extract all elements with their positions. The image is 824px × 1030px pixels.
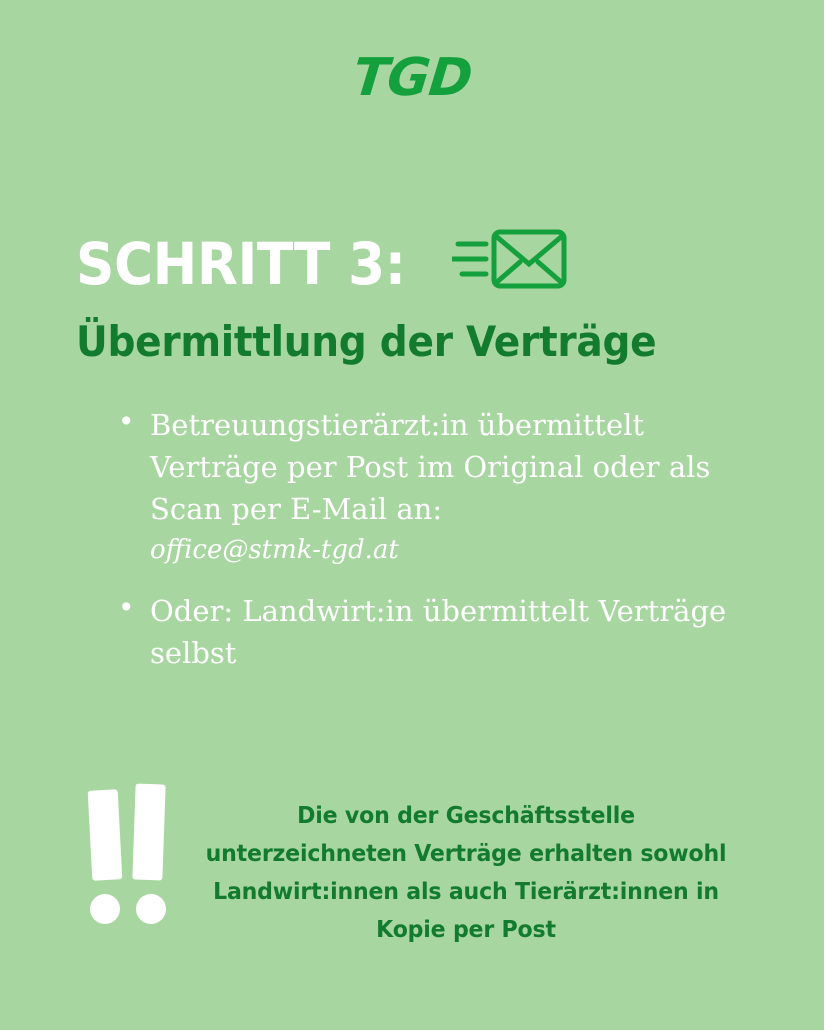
contact-email[interactable]: office@stmk-tgd.at bbox=[150, 535, 399, 566]
envelope-icon bbox=[452, 222, 570, 305]
bullet-text: Oder: Landwirt:in übermittelt Verträge selbst bbox=[150, 593, 727, 670]
tgd-logo-icon: TGD bbox=[349, 48, 475, 108]
headline-row bbox=[76, 222, 570, 305]
bullet-text: Betreuungstierärzt:in übermittelt Verträge per Post im Original oder als Scan per E-Mail an: bbox=[150, 408, 711, 527]
double-exclamation-icon bbox=[76, 782, 184, 932]
list-item bbox=[112, 404, 752, 570]
footer-note bbox=[76, 782, 748, 950]
footer-note-text: Die von der Geschäftsstelle unterzeichneten Verträge erhalten sowohl Landwirt:innen als auch Tierärzt:innen in Kopie per Post bbox=[205, 803, 727, 943]
list-item bbox=[112, 590, 752, 674]
step-label: SCHRITT 3: bbox=[76, 229, 406, 298]
brand-logo bbox=[0, 48, 824, 108]
headline-subtitle: Übermittlung der Verträge bbox=[76, 317, 657, 366]
bullet-list bbox=[112, 404, 752, 694]
